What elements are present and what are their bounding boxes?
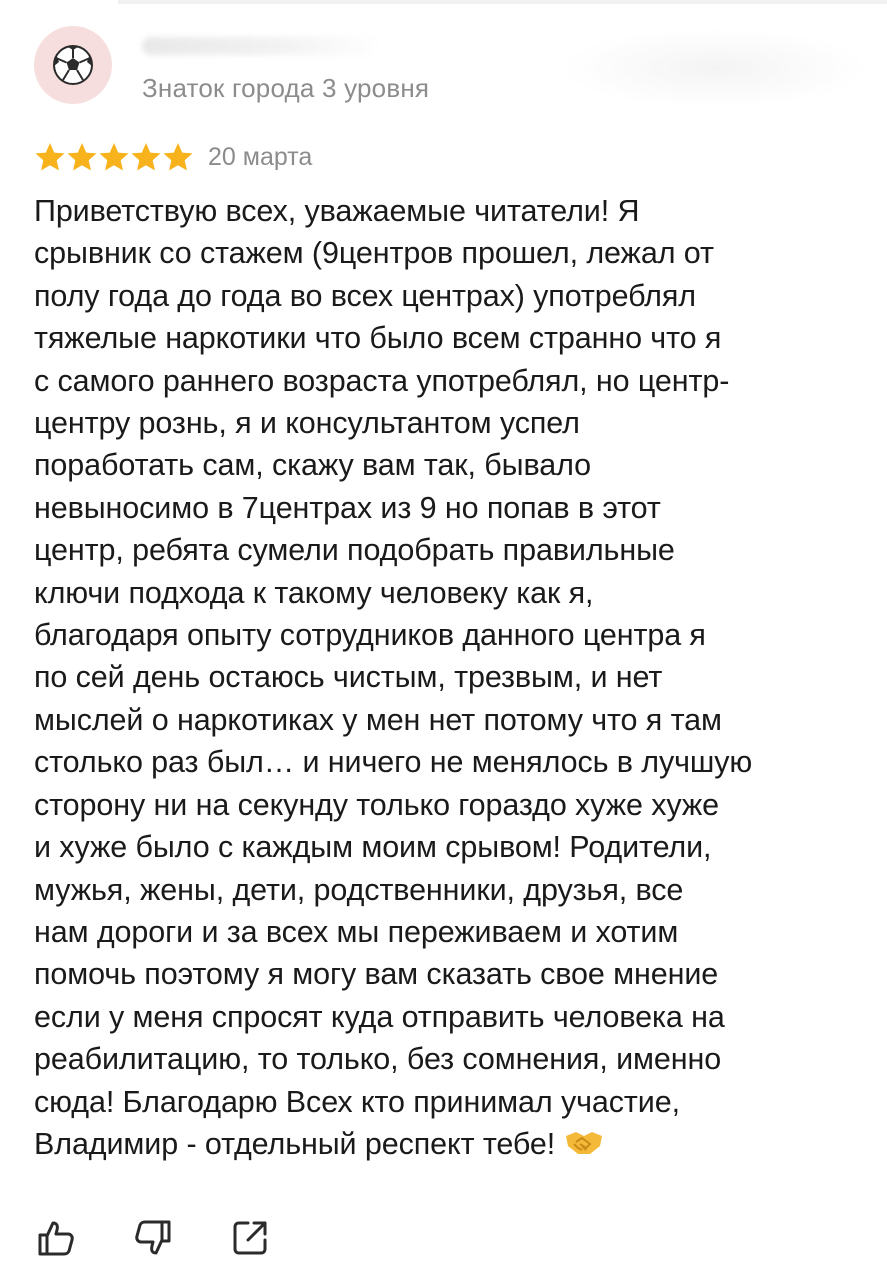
star-icon (162, 141, 194, 173)
rating-row (34, 141, 312, 173)
author-level: Знаток города 3 уровня (142, 72, 430, 103)
handshake-icon (564, 1128, 604, 1158)
soccer-ball-icon (52, 44, 94, 86)
author-name-blurred[interactable] (142, 27, 382, 57)
top-divider (118, 0, 887, 4)
review-text (34, 190, 864, 1165)
author-avatar[interactable] (34, 26, 112, 104)
star-icon (98, 141, 130, 173)
star-icon (66, 141, 98, 173)
review-author-header (34, 26, 429, 104)
thumbs-up-icon[interactable] (36, 1218, 76, 1258)
header-background-fade (560, 28, 870, 108)
thumbs-down-icon[interactable] (133, 1218, 173, 1258)
share-icon[interactable] (230, 1218, 270, 1258)
star-icon (34, 141, 66, 173)
star-icon (130, 141, 162, 173)
review-body: Приветствую всех, уважаемые читатели! Я срывник со стажем (9центров прошел, лежал от полу года до года во всех центрах) употреблял тяжелые наркотики что было всем странно что я с самого раннего возраста употреблял, но центр- центру рознь, я и консультантом успел поработать сам, скажу вам так, бывало невыносимо в 7центрах из 9 но попав в этот центр, ребята сумели подобрать правильные ключи подхода к такому человеку как я, благодаря опыту сотрудников данного центра я по сей день остаюсь чистым, трезвым, и нет мыслей о наркотиках у мен нет потому что я там столько раз был… и ничего не менялось в лучшую сторону ни на секунду только гораздо хуже хуже и хуже было с каждым моим срывом! Родители, мужья, жены, дети, родственники, друзья, все нам дороги и за всех мы переживаем и хотим помочь поэтому я могу вам сказать свое мнение если у меня спросят куда отправить человека на реабилитацию, то только, без сомнения, именно сюда! Благодарю Всех кто принимал участие, Владимир - отдельный респект тебе! (34, 194, 753, 1161)
review-actions (36, 1218, 327, 1258)
star-rating (34, 141, 194, 173)
review-date: 20 марта (208, 142, 313, 171)
